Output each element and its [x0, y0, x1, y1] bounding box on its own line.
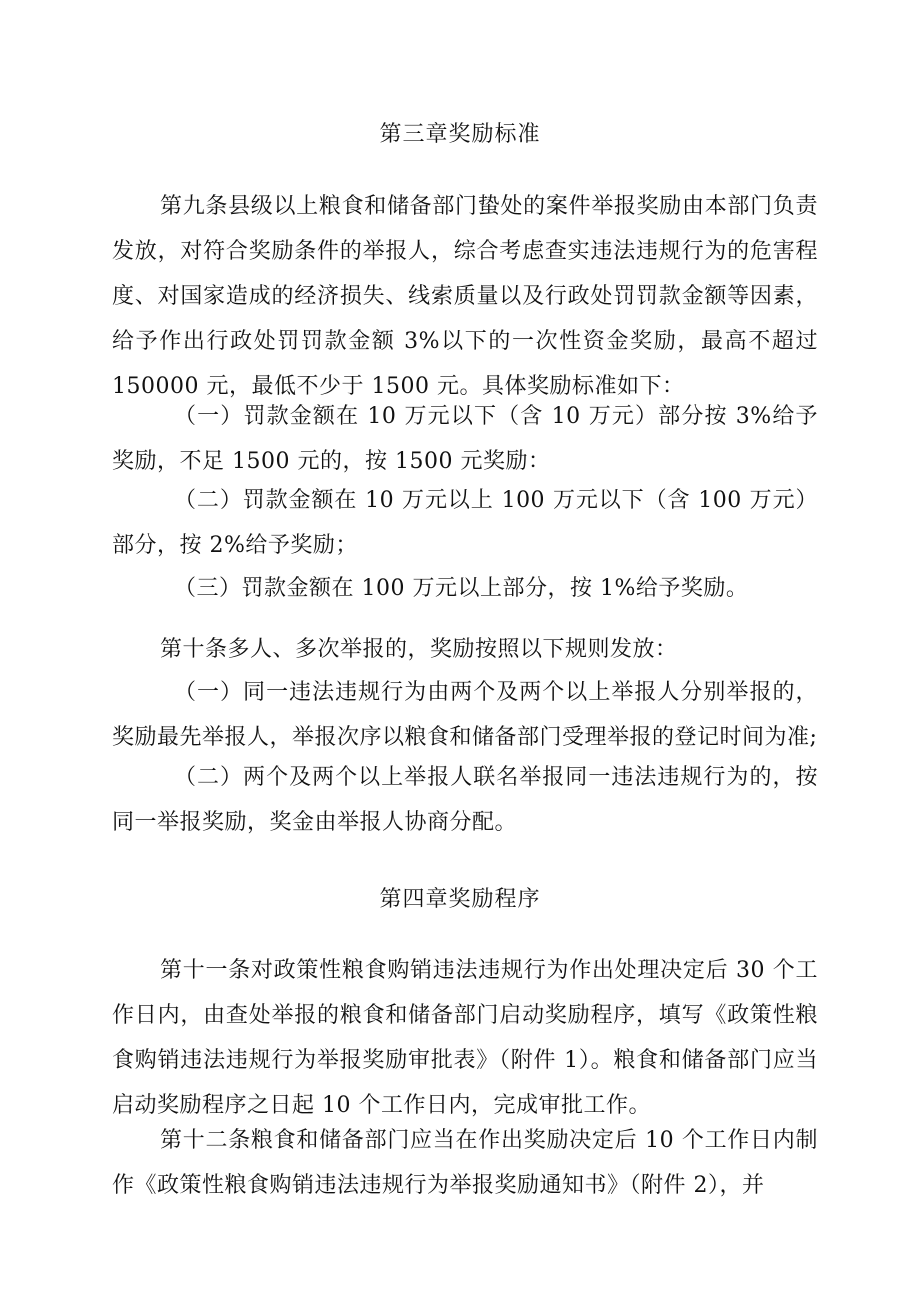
chapter-4-title: 第四章奖励程序 — [379, 887, 541, 912]
article-10: 第十条多人、多次举报的，奖励按照以下规则发放： — [160, 637, 678, 662]
article-12: 第十二条粮食和储备部门应当在作出奖励决定后 10 个工作日内制作《政策性粮食购销违法违规行为举报奖励通知书》（附件 2），并 — [112, 1128, 818, 1198]
article-10-item-2: （二）两个及两个以上举报人联名举报同一违法违规行为的，按同一举报奖励，奖金由举报人协商分配。 — [112, 765, 818, 835]
article-9-item-1: （一）罚款金额在 10 万元以下（含 10 万元）部分按 3%给予奖励，不足 1500 元的，按 1500 元奖励： — [112, 404, 818, 474]
article-9-item-2: （二）罚款金额在 10 万元以上 100 万元以下（含 100 万元）部分，按 2%给予奖励； — [112, 488, 818, 558]
chapter-3-title: 第三章奖励标准 — [379, 122, 541, 147]
article-9: 第九条县级以上粮食和储备部门蛰处的案件举报奖励由本部门负责发放，对符合奖励条件的举报人，综合考虑查实违法违规行为的危害程度、对国家造成的经济损失、线索质量以及行政处罚罚款金额等因素，给予作出行政处罚罚款金额 3%以下的一次性资金奖励，最高不超过150000 元，最低不少于 1500 元。具体奖励标准如下： — [112, 194, 818, 399]
article-11: 第十一条对政策性粮食购销违法违规行为作出处理决定后 30 个工作日内，由查处举报的粮食和储备部门启动奖励程序，填写《政策性粮食购销违法违规行为举报奖励审批表》（附件 1）。粮食和储备部门应当启动奖励程序之日起 10 个工作日内，完成审批工作。 — [112, 958, 818, 1118]
article-10-item-1: （一）同一违法违规行为由两个及两个以上举报人分别举报的，奖励最先举报人，举报次序以粮食和储备部门受理举报的登记时间为准; — [112, 680, 818, 750]
article-9-item-3: （三）罚款金额在 100 万元以上部分，按 1%给予奖励。 — [174, 576, 749, 601]
